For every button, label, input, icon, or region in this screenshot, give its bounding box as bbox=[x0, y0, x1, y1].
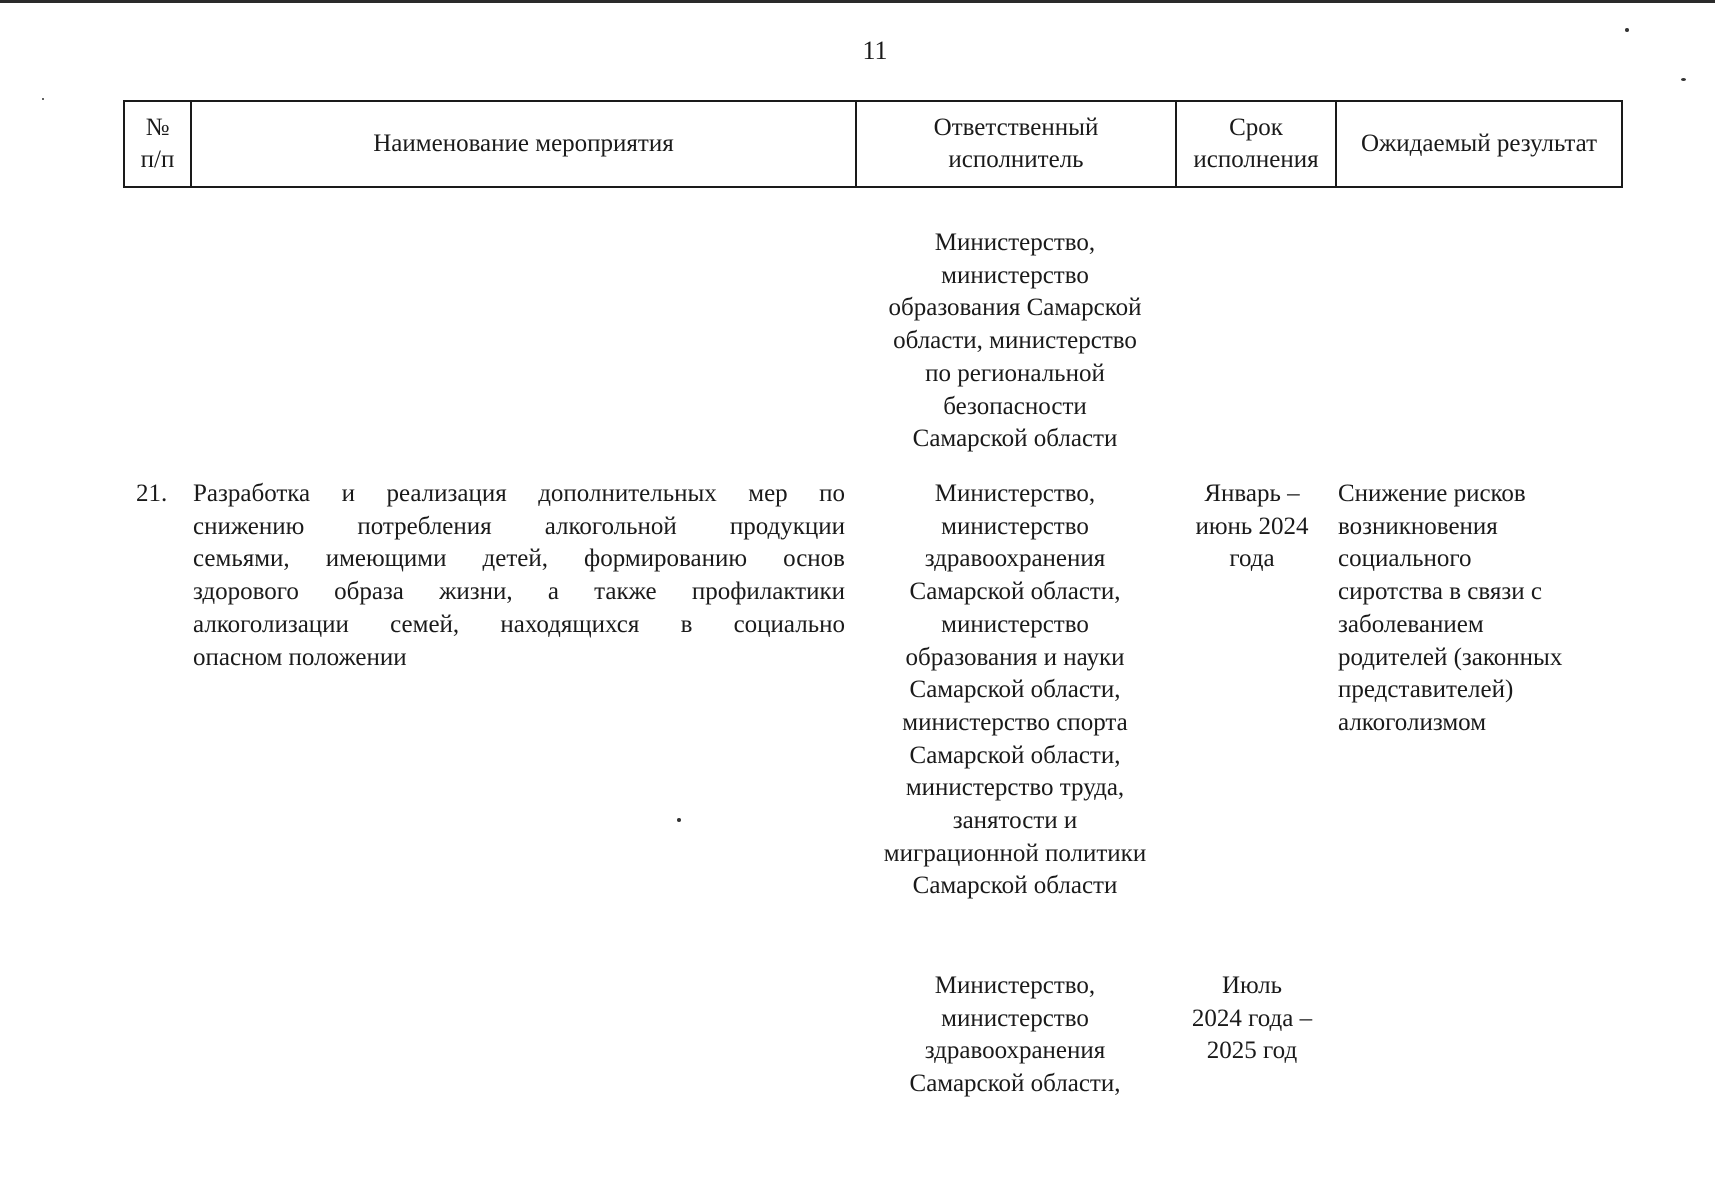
text-line: Январь – bbox=[1204, 480, 1300, 507]
text-line: Снижение рисков bbox=[1338, 480, 1526, 507]
header-responsible-line: исполнитель bbox=[948, 146, 1084, 173]
text-line: министерство bbox=[941, 1004, 1089, 1032]
text-line: Самарской области bbox=[912, 425, 1118, 453]
text-line: образования и науки bbox=[905, 643, 1125, 671]
text-line: сиротства в связи с bbox=[1338, 578, 1542, 606]
header-term-column bbox=[1175, 102, 1335, 186]
text-line: алкоголизмом bbox=[1338, 708, 1487, 736]
header-result-column: Ожидаемый результат bbox=[1335, 102, 1621, 186]
header-number-column bbox=[125, 102, 190, 186]
text-line: Самарской области bbox=[912, 872, 1118, 900]
text-line: заболеванием bbox=[1338, 610, 1484, 638]
header-number-line: п/п bbox=[140, 146, 175, 173]
text-line: здравоохранения bbox=[924, 1037, 1106, 1065]
header-number-line: № bbox=[145, 114, 170, 141]
scan-speck bbox=[1681, 78, 1686, 81]
header-term-line: исполнения bbox=[1193, 146, 1319, 173]
text-line: безопасности bbox=[943, 392, 1087, 420]
text-line: министерство bbox=[941, 512, 1089, 540]
row-21-activity-name bbox=[193, 478, 845, 674]
scan-speck bbox=[677, 818, 681, 822]
text-line: Министерство, bbox=[934, 229, 1096, 256]
text-line: министерство спорта bbox=[902, 708, 1128, 736]
text-line: области, министерство bbox=[893, 327, 1137, 355]
text-line: Разработка и реализация дополнительных мер по bbox=[193, 480, 845, 507]
text-line: 2024 года – bbox=[1191, 1004, 1313, 1032]
text-line: родителей (законных bbox=[1338, 643, 1563, 671]
text-line: социального bbox=[1338, 545, 1472, 573]
header-term-line: Срок bbox=[1229, 114, 1283, 141]
text-line: здорового образа жизни, а также профилактики bbox=[193, 578, 845, 606]
text-line: министерство bbox=[941, 610, 1089, 638]
next-row-term bbox=[1172, 970, 1332, 1068]
text-line: образования Самарской bbox=[888, 294, 1142, 322]
text-line: Самарской области, bbox=[909, 741, 1121, 769]
text-line: семьями, имеющими детей, формированию основ bbox=[193, 545, 845, 573]
text-line: миграционной политики bbox=[883, 839, 1147, 867]
header-responsible-line: Ответственный bbox=[933, 114, 1099, 141]
scan-speck bbox=[1625, 28, 1629, 32]
text-line: Самарской области, bbox=[909, 578, 1121, 606]
text-line: по региональной bbox=[925, 359, 1105, 387]
text-line: снижению потребления алкогольной продукции bbox=[193, 512, 845, 540]
row-21-term bbox=[1172, 478, 1332, 576]
text-line: 2025 год bbox=[1206, 1037, 1298, 1065]
text-line: Июль bbox=[1222, 972, 1282, 999]
text-line: возникновения bbox=[1338, 512, 1498, 540]
text-line: представителей) bbox=[1338, 676, 1514, 704]
next-row-responsible bbox=[855, 970, 1175, 1101]
text-line: Самарской области, bbox=[909, 1070, 1121, 1098]
text-line: июнь 2024 bbox=[1195, 512, 1309, 540]
scan-speck bbox=[42, 98, 44, 100]
header-name-column: Наименование мероприятия bbox=[190, 102, 855, 186]
text-line: Самарской области, bbox=[909, 676, 1121, 704]
text-line: года bbox=[1229, 545, 1275, 573]
text-line: занятости и bbox=[952, 807, 1078, 835]
page-number: 11 bbox=[862, 36, 888, 65]
text-line: опасном положении bbox=[193, 643, 407, 671]
table-header bbox=[123, 100, 1623, 188]
text-line: здравоохранения bbox=[924, 545, 1106, 573]
continued-row-responsible bbox=[855, 227, 1175, 456]
header-responsible-column bbox=[855, 102, 1175, 186]
text-line: министерство bbox=[941, 261, 1089, 289]
row-21-expected-result bbox=[1338, 478, 1628, 740]
row-21-responsible bbox=[855, 478, 1175, 903]
text-line: Министерство, bbox=[934, 480, 1096, 507]
page-top-edge bbox=[0, 0, 1715, 3]
text-line: министерство труда, bbox=[905, 774, 1125, 802]
text-line: Министерство, bbox=[934, 972, 1096, 999]
row-21-number: 21. bbox=[136, 480, 168, 507]
text-line: алкоголизации семей, находящихся в социально bbox=[193, 610, 845, 638]
